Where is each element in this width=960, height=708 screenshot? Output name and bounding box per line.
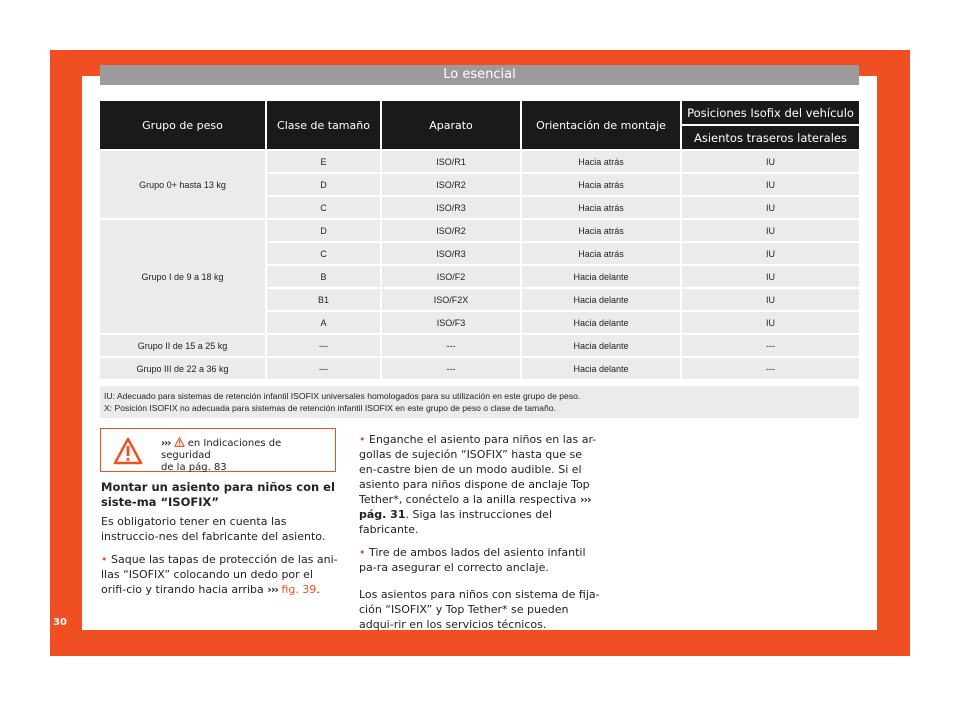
orientation-cell: Hacia delante <box>522 266 682 289</box>
size-class-cell: --- <box>267 358 382 381</box>
bullet-text: Tire de ambos lados del asiento infantil pa-ra asegurar el correcto anclaje. <box>359 546 586 574</box>
page-number: 30 <box>53 617 67 628</box>
figure-link[interactable]: fig. 39 <box>281 583 317 596</box>
size-class-cell: B1 <box>267 289 382 312</box>
size-class-cell: A <box>267 312 382 335</box>
safety-warning-box[interactable] <box>100 428 336 472</box>
small-warning-icon <box>174 437 185 447</box>
bullet-icon: • <box>359 546 366 559</box>
closing-paragraph: Los asientos para niños con sistema de fija-ción “ISOFIX” y Top Tether* se pueden adqui-rir en los servicios técnicos. <box>359 588 600 631</box>
left-column <box>101 480 339 605</box>
warning-text-1: en Indicaciones de seguridad <box>161 438 282 461</box>
header-clase: Clase de tamaño <box>267 101 382 151</box>
position-cell: IU <box>682 220 859 243</box>
device-cell: ISO/F2 <box>382 266 522 289</box>
isofix-table <box>100 101 859 381</box>
orientation-cell: Hacia atrás <box>522 243 682 266</box>
footnote-x: X: Posición ISOFIX no adecuada para sistemas de retención infantil ISOFIX en este grupo de peso o clase de tamaño. <box>104 403 556 413</box>
size-class-cell: C <box>267 243 382 266</box>
orientation-cell: Hacia delante <box>522 335 682 358</box>
device-cell: ISO/R2 <box>382 220 522 243</box>
table-row <box>100 335 859 358</box>
section-heading: Montar un asiento para niños con el siste-ma “ISOFIX” <box>101 480 335 509</box>
weight-group-cell: Grupo 0+ hasta 13 kg <box>100 151 267 220</box>
device-cell: ISO/R2 <box>382 174 522 197</box>
position-cell: IU <box>682 312 859 335</box>
header-grupo: Grupo de peso <box>100 101 267 151</box>
list-item: • Saque las tapas de protección de las ani-llas “ISOFIX” colocando un dedo por el orifi-cio y tirando hacia arriba ››› fig. 39. <box>101 553 338 596</box>
right-column <box>359 432 603 640</box>
size-class-cell: --- <box>267 335 382 358</box>
device-cell: ISO/F2X <box>382 289 522 312</box>
device-cell: --- <box>382 335 522 358</box>
weight-group-cell: Grupo II de 15 a 25 kg <box>100 335 267 358</box>
weight-group-cell: Grupo I de 9 a 18 kg <box>100 220 267 335</box>
orientation-cell: Hacia atrás <box>522 174 682 197</box>
header-aparato: Aparato <box>382 101 522 151</box>
table-row <box>100 358 859 381</box>
intro-paragraph: Es obligatorio tener en cuenta las instruccio-nes del fabricante del asiento. <box>101 515 326 543</box>
reference-arrows: ››› <box>161 438 171 449</box>
table-row <box>100 151 859 174</box>
device-cell: ISO/F3 <box>382 312 522 335</box>
size-class-cell: E <box>267 151 382 174</box>
device-cell: ISO/R1 <box>382 151 522 174</box>
footnote-iu: IU: Adecuado para sistemas de retención infantil ISOFIX universales homologados para su utilización en este grupo de peso. <box>104 391 581 401</box>
bullet-icon: • <box>101 553 108 566</box>
position-cell: --- <box>682 358 859 381</box>
bullet-text: Enganche el asiento para niños en las ar-gollas de sujeción “ISOFIX” hasta que se en-castre bien de un modo audible. Si el asiento para niños dispone de anclaje Top Tether*, conéctelo a la anilla respectiva <box>359 433 597 506</box>
position-cell: IU <box>682 174 859 197</box>
table-footnote <box>100 386 859 418</box>
size-class-cell: B <box>267 266 382 289</box>
warning-triangle-icon <box>113 437 143 465</box>
orientation-cell: Hacia atrás <box>522 220 682 243</box>
orientation-cell: Hacia delante <box>522 358 682 381</box>
table-row <box>100 220 859 243</box>
position-cell: --- <box>682 335 859 358</box>
list-item <box>359 545 603 575</box>
size-class-cell: D <box>267 174 382 197</box>
orientation-cell: Hacia atrás <box>522 151 682 174</box>
device-cell: ISO/R3 <box>382 243 522 266</box>
position-cell: IU <box>682 243 859 266</box>
header-asientos: Asientos traseros laterales <box>682 126 859 151</box>
position-cell: IU <box>682 289 859 312</box>
header-orientacion: Orientación de montaje <box>522 101 682 151</box>
device-cell: ISO/R3 <box>382 197 522 220</box>
page-reference-link[interactable]: pág. 31 <box>359 508 406 521</box>
bullet-text: Saque las tapas de protección de las ani-llas “ISOFIX” colocando un dedo por el orifi-cio y tirando hacia arriba <box>101 553 338 596</box>
reference-arrows: ››› <box>579 493 591 506</box>
reference-arrows: ››› <box>267 583 278 596</box>
orientation-cell: Hacia atrás <box>522 197 682 220</box>
device-cell: --- <box>382 358 522 381</box>
size-class-cell: C <box>267 197 382 220</box>
position-cell: IU <box>682 197 859 220</box>
position-cell: IU <box>682 151 859 174</box>
orientation-cell: Hacia delante <box>522 289 682 312</box>
weight-group-cell: Grupo III de 22 a 36 kg <box>100 358 267 381</box>
size-class-cell: D <box>267 220 382 243</box>
header-posiciones: Posiciones Isofix del vehículo <box>682 101 859 126</box>
list-item: • Enganche el asiento para niños en las ar-gollas de sujeción “ISOFIX” hasta que se en-castre bien de un modo audible. Si el asiento para niños dispone de anclaje Top Tether*, conéctelo a la anilla respectiva ››› pág. 31. Siga las instrucciones del fabricante. <box>359 433 597 536</box>
section-header: Lo esencial <box>100 65 859 85</box>
position-cell: IU <box>682 266 859 289</box>
warning-text-2: de la pág. 83 <box>161 462 227 473</box>
orientation-cell: Hacia delante <box>522 312 682 335</box>
bullet-icon: • <box>359 433 366 446</box>
